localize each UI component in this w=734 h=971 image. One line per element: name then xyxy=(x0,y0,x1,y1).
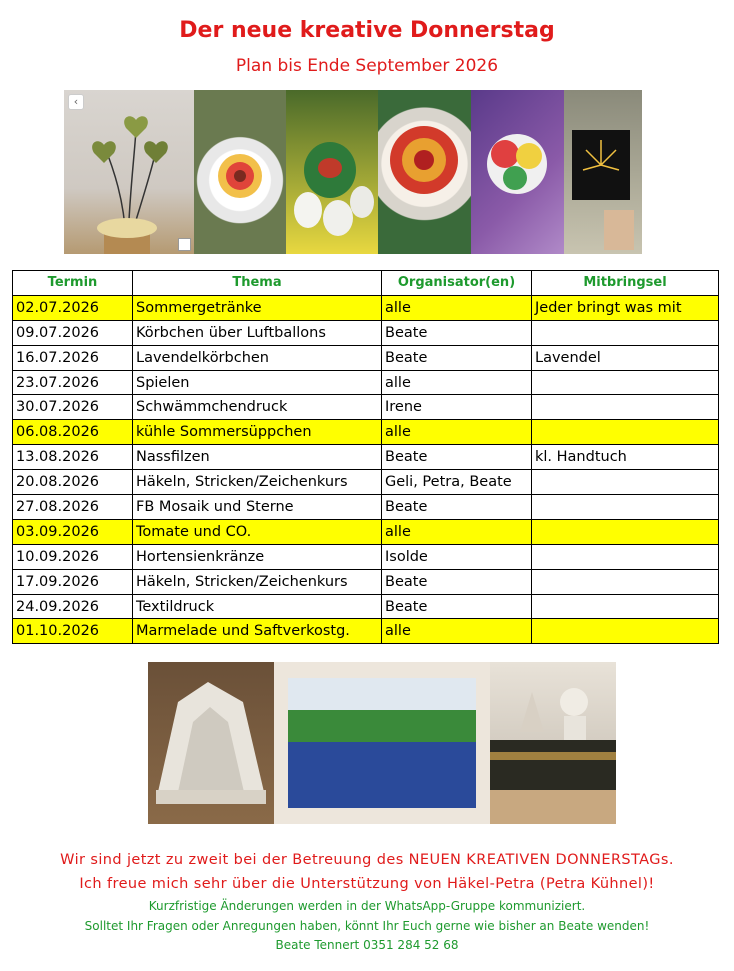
cell-bring xyxy=(532,619,719,644)
cell-date: 27.08.2026 xyxy=(13,495,133,520)
cell-date: 09.07.2026 xyxy=(13,320,133,345)
table-row xyxy=(13,445,719,470)
photo-red-rose xyxy=(378,90,471,254)
cell-organizer: Isolde xyxy=(382,544,532,569)
cell-date: 01.10.2026 xyxy=(13,619,133,644)
page-subtitle: Plan bis Ende September 2026 xyxy=(235,56,499,76)
footer-contact: Beate Tennert 0351 284 52 68 xyxy=(275,938,459,952)
table-row xyxy=(13,495,719,520)
cell-date: 23.07.2026 xyxy=(13,370,133,395)
cell-bring: kl. Handtuch xyxy=(532,445,719,470)
cell-date: 17.09.2026 xyxy=(13,569,133,594)
cell-topic: Marmelade und Saftverkostg. xyxy=(133,619,382,644)
heart-stems-illustration xyxy=(64,90,194,254)
table-row xyxy=(13,619,719,644)
cell-topic: Häkeln, Stricken/Zeichenkurs xyxy=(133,470,382,495)
external-link-icon[interactable] xyxy=(178,238,191,251)
bottom-photo-collage xyxy=(148,662,616,824)
cell-bring xyxy=(532,569,719,594)
photo-felted-eggs xyxy=(286,90,378,254)
photo-rainbow-rose xyxy=(471,90,564,254)
schedule-table xyxy=(12,270,719,644)
cell-topic: FB Mosaik und Sterne xyxy=(133,495,382,520)
top-photo-collage xyxy=(64,90,642,254)
table-row xyxy=(13,544,719,569)
felted-eggs-illustration xyxy=(286,90,378,254)
red-rose-illustration xyxy=(378,90,471,254)
cell-topic: Körbchen über Luftballons xyxy=(133,320,382,345)
cell-bring xyxy=(532,519,719,544)
table-row xyxy=(13,420,719,445)
cell-topic: Tomate und CO. xyxy=(133,519,382,544)
schedule-table-body xyxy=(13,295,719,643)
table-header-row xyxy=(13,271,719,296)
cell-organizer: alle xyxy=(382,295,532,320)
cell-topic: kühle Sommersüppchen xyxy=(133,420,382,445)
cell-date: 24.09.2026 xyxy=(13,594,133,619)
cell-date: 20.08.2026 xyxy=(13,470,133,495)
column-header-organizer: Organisator(en) xyxy=(382,271,532,296)
photo-watercolor-painting xyxy=(274,662,490,824)
table-row xyxy=(13,594,719,619)
cell-organizer: alle xyxy=(382,370,532,395)
cell-topic: Hortensienkränze xyxy=(133,544,382,569)
photo-folded-book xyxy=(148,662,274,824)
footer-green-line-2: Solltet Ihr Fragen oder Anregungen haben, könnt Ihr Euch gerne wie bisher an Beate wenden! xyxy=(84,919,650,933)
cell-bring xyxy=(532,495,719,520)
rose-bowl-illustration xyxy=(194,90,286,254)
cell-bring xyxy=(532,395,719,420)
table-row xyxy=(13,395,719,420)
cell-date: 02.07.2026 xyxy=(13,295,133,320)
cell-organizer: Irene xyxy=(382,395,532,420)
cell-organizer: alle xyxy=(382,619,532,644)
footer-red-line-1: Wir sind jetzt zu zweit bei der Betreuung des NEUEN KREATIVEN DONNERSTAGs. xyxy=(60,852,674,868)
cell-date: 03.09.2026 xyxy=(13,519,133,544)
cell-bring xyxy=(532,420,719,445)
cell-topic: Nassfilzen xyxy=(133,445,382,470)
book-sculpture-illustration xyxy=(490,662,616,824)
cell-organizer: Geli, Petra, Beate xyxy=(382,470,532,495)
cell-bring xyxy=(532,470,719,495)
column-header-bring: Mitbringsel xyxy=(532,271,719,296)
column-header-date: Termin xyxy=(13,271,133,296)
watercolor-painting-illustration xyxy=(274,662,490,824)
cell-date: 30.07.2026 xyxy=(13,395,133,420)
cell-bring: Lavendel xyxy=(532,345,719,370)
cell-organizer: Beate xyxy=(382,594,532,619)
cell-date: 13.08.2026 xyxy=(13,445,133,470)
table-row xyxy=(13,295,719,320)
cell-bring xyxy=(532,544,719,569)
cell-organizer: Beate xyxy=(382,569,532,594)
table-row xyxy=(13,519,719,544)
cell-organizer: Beate xyxy=(382,320,532,345)
rainbow-rose-illustration xyxy=(471,90,564,254)
scratch-art-illustration xyxy=(564,90,642,254)
cell-topic: Schwämmchendruck xyxy=(133,395,382,420)
cell-organizer: Beate xyxy=(382,445,532,470)
table-row xyxy=(13,370,719,395)
cell-bring xyxy=(532,594,719,619)
table-row xyxy=(13,345,719,370)
photo-rose-bowl xyxy=(194,90,286,254)
photo-book-sculpture xyxy=(490,662,616,824)
cell-date: 06.08.2026 xyxy=(13,420,133,445)
table-row xyxy=(13,320,719,345)
cell-topic: Textildruck xyxy=(133,594,382,619)
footer-green-line-1: Kurzfristige Änderungen werden in der WhatsApp-Gruppe kommuniziert. xyxy=(148,899,586,913)
table-row xyxy=(13,470,719,495)
photo-scratch-art xyxy=(564,90,642,254)
cell-bring xyxy=(532,370,719,395)
cell-organizer: alle xyxy=(382,519,532,544)
folded-book-illustration xyxy=(148,662,274,824)
cell-date: 16.07.2026 xyxy=(13,345,133,370)
footer-red-line-2: Ich freue mich sehr über die Unterstützung von Häkel-Petra (Petra Kühnel)! xyxy=(79,876,655,892)
cell-organizer: alle xyxy=(382,420,532,445)
cell-bring: Jeder bringt was mit xyxy=(532,295,719,320)
cell-topic: Lavendelkörbchen xyxy=(133,345,382,370)
column-header-topic: Thema xyxy=(133,271,382,296)
cell-organizer: Beate xyxy=(382,495,532,520)
cell-topic: Häkeln, Stricken/Zeichenkurs xyxy=(133,569,382,594)
cell-topic: Spielen xyxy=(133,370,382,395)
cell-bring xyxy=(532,320,719,345)
cell-organizer: Beate xyxy=(382,345,532,370)
cell-date: 10.09.2026 xyxy=(13,544,133,569)
photo-heart-stems xyxy=(64,90,194,254)
cell-topic: Sommergetränke xyxy=(133,295,382,320)
page-title: Der neue kreative Donnerstag xyxy=(179,18,555,43)
chevron-left-icon[interactable]: ‹ xyxy=(68,94,84,110)
table-row xyxy=(13,569,719,594)
